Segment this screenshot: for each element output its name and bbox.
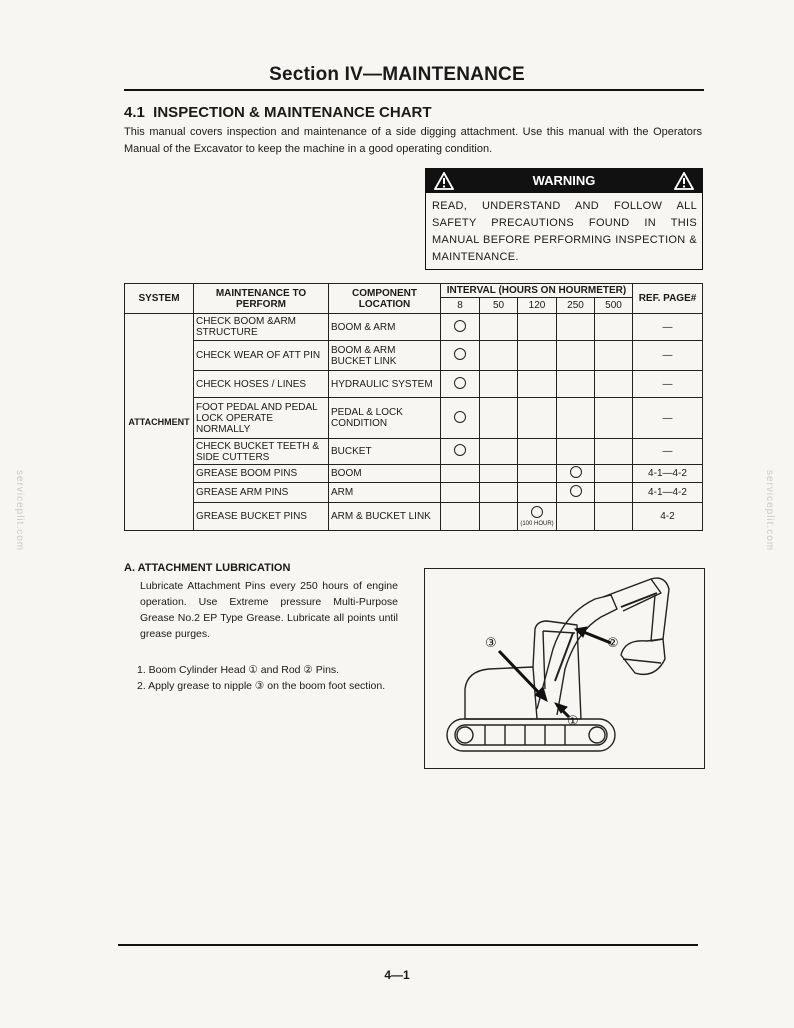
lubrication-steps <box>137 662 399 694</box>
table-row <box>125 439 703 465</box>
list-item: 2. Apply grease to nipple ③ on the boom foot section. <box>137 680 386 692</box>
ref-cell: 4-1—4-2 <box>633 483 703 503</box>
interval-120: 120 <box>518 298 557 314</box>
ref-cell: — <box>633 371 703 398</box>
section-title: Section IV—MAINTENANCE <box>269 64 525 85</box>
interval-mark <box>454 320 466 332</box>
warning-box <box>425 168 703 270</box>
table-row <box>125 398 703 439</box>
warning-triangle-icon <box>674 172 694 190</box>
ref-cell: — <box>633 341 703 371</box>
table-row <box>125 483 703 503</box>
table-row <box>125 314 703 341</box>
lubrication-heading: A. ATTACHMENT LUBRICATION <box>124 562 291 574</box>
component-cell: ARM <box>329 483 441 503</box>
interval-mark <box>454 377 466 389</box>
ref-cell: 4-1—4-2 <box>633 465 703 483</box>
component-cell: ARM & BUCKET LINK <box>329 503 441 531</box>
ref-cell: 4-2 <box>633 503 703 531</box>
interval-250: 250 <box>557 298 595 314</box>
task-cell: CHECK BUCKET TEETH & SIDE CUTTERS <box>194 439 329 465</box>
component-cell: BOOM & ARM <box>329 314 441 341</box>
excavator-drawing <box>425 569 704 768</box>
header-interval: INTERVAL (HOURS ON HOURMETER) <box>441 284 633 298</box>
header-system: SYSTEM <box>125 284 194 314</box>
task-cell: CHECK BOOM &ARM STRUCTURE <box>194 314 329 341</box>
title-rule <box>124 89 704 91</box>
callout-2: ② <box>607 636 619 651</box>
inspection-chart-table <box>124 283 703 531</box>
task-cell: FOOT PEDAL AND PEDAL LOCK OPERATE NORMALLY <box>194 398 329 439</box>
ref-cell: — <box>633 398 703 439</box>
callout-3: ③ <box>485 636 497 651</box>
table-row <box>125 503 703 531</box>
task-cell: GREASE BOOM PINS <box>194 465 329 483</box>
task-cell: CHECK WEAR OF ATT PIN <box>194 341 329 371</box>
interval-50: 50 <box>480 298 518 314</box>
task-cell: GREASE ARM PINS <box>194 483 329 503</box>
page-number: 4—1 <box>384 968 410 982</box>
interval-500: 500 <box>595 298 633 314</box>
warning-title: WARNING <box>532 173 596 188</box>
header-maintenance: MAINTENANCE TO PERFORM <box>194 284 329 314</box>
task-cell: GREASE BUCKET PINS <box>194 503 329 531</box>
component-cell: BOOM <box>329 465 441 483</box>
system-cell: ATTACHMENT <box>125 314 194 531</box>
chart-heading: 4.1 INSPECTION & MAINTENANCE CHART <box>124 104 432 121</box>
ref-cell: — <box>633 314 703 341</box>
header-component: COMPONENT LOCATION <box>329 284 441 314</box>
watermark-right: serviceplit.com <box>764 470 775 552</box>
component-cell: PEDAL & LOCK CONDITION <box>329 398 441 439</box>
interval-8: 8 <box>441 298 480 314</box>
interval-mark <box>454 348 466 360</box>
header-ref-page: REF. PAGE# <box>633 284 703 314</box>
component-cell: HYDRAULIC SYSTEM <box>329 371 441 398</box>
table-header-row <box>125 284 703 298</box>
footer-rule <box>118 944 698 946</box>
component-cell: BOOM & ARM BUCKET LINK <box>329 341 441 371</box>
ref-cell: — <box>633 439 703 465</box>
table-row <box>125 341 703 371</box>
callout-1: ① <box>567 714 579 729</box>
intro-paragraph: This manual covers inspection and maintenance of a side digging attachment. Use this manual with the Operators Manual of the Excavator to keep the machine in a good operating condition. <box>124 126 702 155</box>
watermark-left: serviceplit.com <box>14 470 25 552</box>
task-cell: CHECK HOSES / LINES <box>194 371 329 398</box>
warning-triangle-icon <box>434 172 454 190</box>
interval-mark <box>570 485 582 497</box>
table-row <box>125 465 703 483</box>
hundred-hour-note: (100 HOUR) <box>520 520 554 527</box>
interval-mark <box>570 466 582 478</box>
lubrication-text: Lubricate Attachment Pins every 250 hours of engine operation. Use Extreme pressure Multi-Purpose Grease No.2 EP Type Grease. Lubricate all points until grease purges. <box>140 580 398 640</box>
warning-text: READ, UNDERSTAND AND FOLLOW ALL SAFETY PRECAUTIONS FOUND IN THIS MANUAL BEFORE PERFORMING INSPECTION & MAINTENANCE. <box>432 200 697 263</box>
component-cell: BUCKET <box>329 439 441 465</box>
interval-mark <box>531 506 543 518</box>
warning-header <box>426 169 702 193</box>
interval-mark <box>454 444 466 456</box>
interval-mark <box>454 411 466 423</box>
excavator-illustration <box>424 568 705 769</box>
list-item: 1. Boom Cylinder Head ① and Rod ② Pins. <box>137 664 340 676</box>
table-row <box>125 371 703 398</box>
